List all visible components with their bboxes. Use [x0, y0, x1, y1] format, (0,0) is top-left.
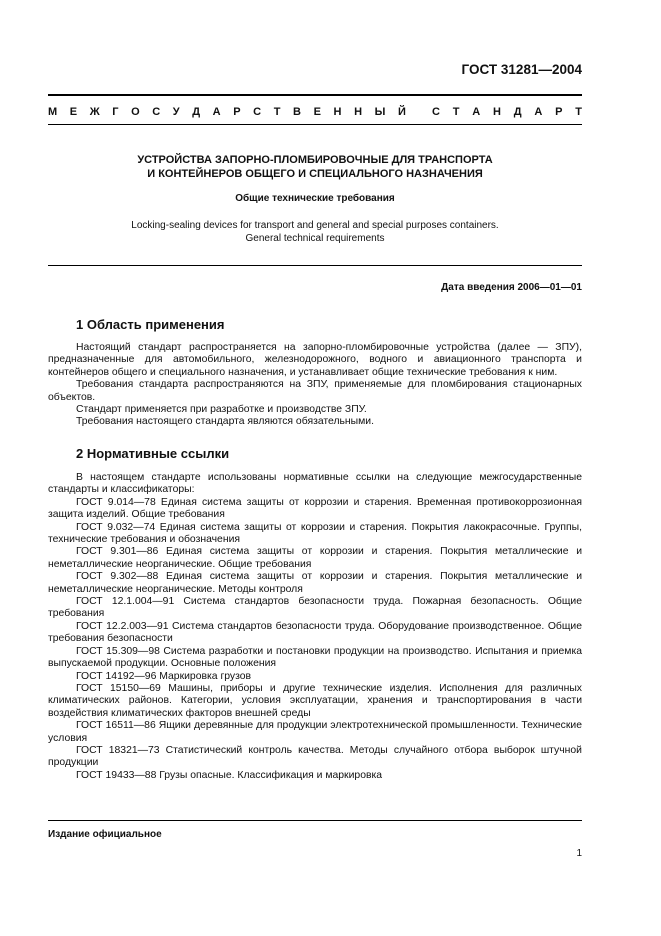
- standard-type-line: [48, 106, 582, 118]
- reference-item: ГОСТ 9.032—74 Единая система защиты от коррозии и старения. Покрытия лакокрасочные. Группы, технические требования и обозначения: [48, 521, 582, 546]
- standard-type-letter: Р: [555, 106, 563, 118]
- standard-type-letter: В: [293, 106, 301, 118]
- standard-type-letter: С: [432, 106, 440, 118]
- standard-type-letter: Е: [69, 106, 78, 118]
- section-2-heading: 2 Нормативные ссылки: [76, 446, 230, 461]
- standard-type-letter: Ы: [374, 106, 386, 118]
- standard-type-letter: Н: [333, 106, 342, 118]
- standard-type-word-2: [432, 106, 582, 118]
- official-edition-label: Издание официальное: [48, 829, 162, 840]
- reference-item: ГОСТ 14192—96 Маркировка грузов: [76, 670, 252, 682]
- standard-type-letter: С: [253, 106, 262, 118]
- reference-item: ГОСТ 16511—86 Ящики деревянные для продукции электротехнической промышленности. Технические условия: [48, 720, 582, 744]
- standard-type-letter: Т: [273, 106, 281, 118]
- reference-item: ГОСТ 15.309—98 Система разработки и постановки продукции на производство. Испытания и приемка выпускаемой продукции. Основные положения: [48, 645, 582, 670]
- reference-item: ГОСТ 18321—73 Статистический контроль качества. Методы случайного отбора выборок штучной продукции: [48, 744, 582, 769]
- standard-type-letter: А: [534, 106, 543, 118]
- section-1-heading: 1 Область применения: [76, 317, 225, 332]
- standard-type-word-1: [48, 106, 406, 118]
- paragraph: Настоящий стандарт распространяется на запорно-пломбировочные устройства (далее — ЗПУ), предназначенные для автомобильного, железнодорожного, водного и авиационного транспорта и контейнеров общего и специального назначения, и устанавливает общие технические требования к ним.: [48, 342, 582, 378]
- standard-type-letter: Р: [233, 106, 241, 118]
- title-rule: [48, 265, 582, 266]
- paragraph: Требования настоящего стандарта являются обязательными.: [76, 416, 374, 428]
- standard-type-letter: Т: [452, 106, 460, 118]
- english-title: [48, 219, 582, 245]
- standard-type-letter: Д: [192, 106, 201, 118]
- standard-type-letter: У: [172, 106, 180, 118]
- section-1-body: [48, 342, 582, 429]
- introduction-date: Дата введения 2006—01—01: [441, 282, 582, 293]
- english-title-line-2: General technical requirements: [245, 233, 385, 244]
- gost-number: ГОСТ 31281—2004: [461, 62, 582, 77]
- section-2-body: [48, 472, 582, 782]
- standard-type-letter: Е: [313, 106, 321, 118]
- top-rule: [48, 94, 582, 96]
- english-title-line-1: Locking-sealing devices for transport and general and special purposes containers.: [131, 220, 499, 231]
- standard-type-letter: А: [472, 106, 481, 118]
- title-line-1: УСТРОЙСТВА ЗАПОРНО-ПЛОМБИРОВОЧНЫЕ ДЛЯ ТРАНСПОРТА: [137, 154, 493, 166]
- reference-item: ГОСТ 9.014—78 Единая система защиты от коррозии и старения. Временная противокоррозионная защита изделий. Общие требования: [48, 496, 582, 521]
- standard-type-letter: С: [152, 106, 161, 118]
- reference-item: ГОСТ 9.301—86 Единая система защиты от коррозии и старения. Покрытия металлические и неметаллические неорганические. Общие требования: [48, 546, 582, 570]
- reference-item: ГОСТ 12.1.004—91 Система стандартов безопасности труда. Пожарная безопасность. Общие требования: [48, 596, 582, 620]
- reference-item: ГОСТ 19433—88 Грузы опасные. Классификация и маркировка: [76, 769, 383, 781]
- standard-type-letter: Н: [492, 106, 501, 118]
- standard-type-letter: О: [131, 106, 140, 118]
- standard-type-letter: А: [212, 106, 221, 118]
- paragraph: Стандарт применяется при разработке и производстве ЗПУ.: [76, 404, 367, 416]
- footer-rule: [48, 820, 582, 821]
- title-line-2: И КОНТЕЙНЕРОВ ОБЩЕГО И СПЕЦИАЛЬНОГО НАЗНАЧЕНИЯ: [147, 168, 483, 180]
- reference-item: ГОСТ 12.2.003—91 Система стандартов безопасности труда. Оборудование производственное. Общие требования безопасности: [48, 620, 582, 645]
- standard-type-letter: Г: [112, 106, 119, 118]
- document-subtitle: Общие технические требования: [235, 193, 395, 204]
- standard-type-letter: Н: [354, 106, 363, 118]
- header-rule: [48, 124, 582, 125]
- standard-type-letter: Т: [575, 106, 582, 118]
- paragraph: В настоящем стандарте использованы нормативные ссылки на следующие межгосударственные стандарты и классификаторы:: [48, 472, 582, 496]
- page-number: 1: [576, 848, 582, 859]
- reference-item: ГОСТ 9.302—88 Единая система защиты от коррозии и старения. Покрытия металлические и неметаллические неорганические. Методы контроля: [48, 571, 582, 595]
- standard-type-letter: М: [48, 106, 58, 118]
- paragraph: Требования стандарта распространяются на ЗПУ, применяемые для пломбирования стационарных объектов.: [48, 379, 582, 403]
- standard-type-letter: Д: [513, 106, 522, 118]
- reference-item: ГОСТ 15150—69 Машины, приборы и другие технические изделия. Исполнения для различных климатических районов. Категории, условия эксплуатации, хранения и транспортирования в части воздействия климатических факторов внешней среды: [48, 682, 582, 719]
- document-title: [48, 153, 582, 181]
- standard-type-letter: Й: [397, 106, 406, 118]
- standard-type-letter: Ж: [89, 106, 100, 118]
